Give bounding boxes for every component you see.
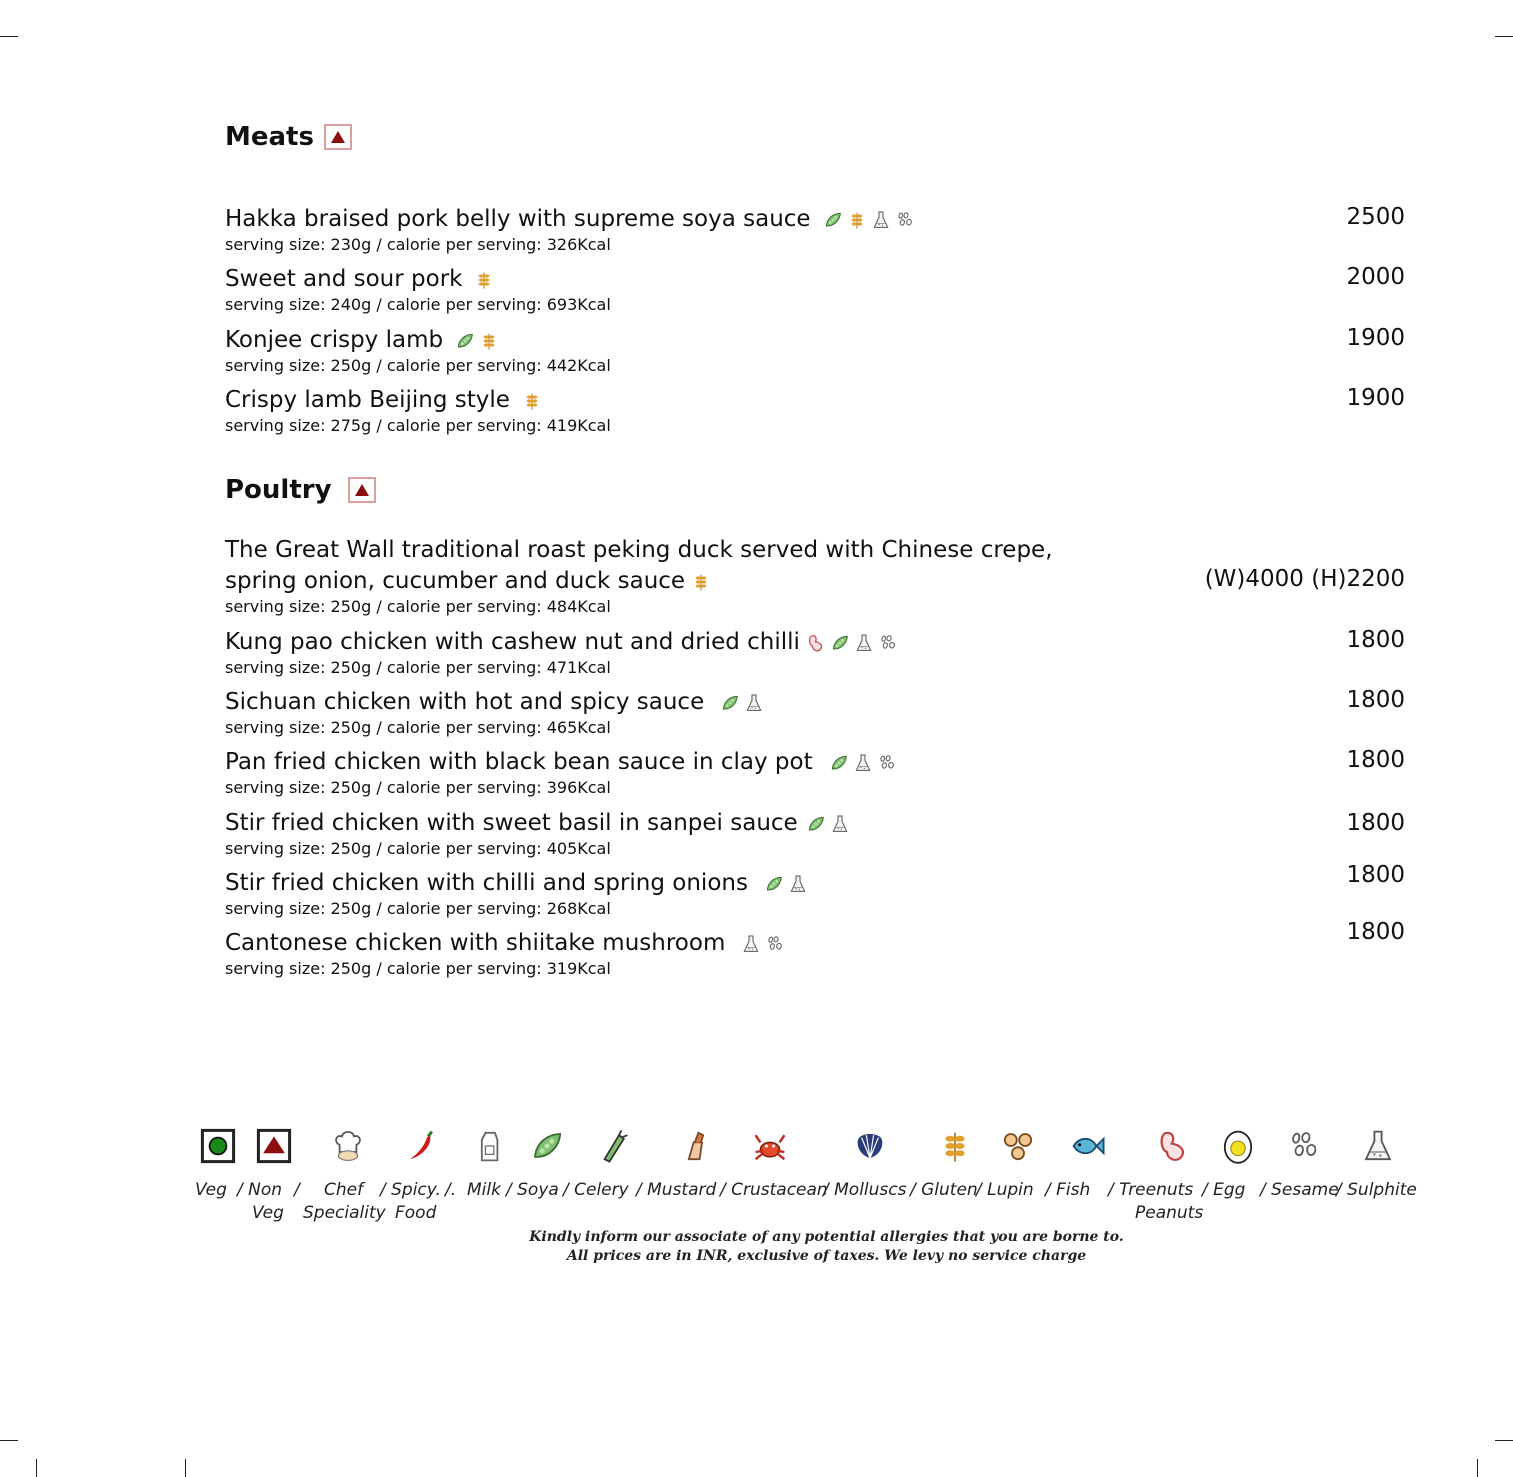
item-price: 1900 xyxy=(1346,385,1405,411)
soya-icon xyxy=(829,752,849,774)
section-title-poultry: Poultry xyxy=(225,475,376,505)
sesame-icon xyxy=(765,933,785,955)
legend-label-spicy: / Spicy. xyxy=(380,1180,441,1200)
allergen-icons xyxy=(806,632,898,654)
menu-item xyxy=(225,264,1405,315)
allergen-icons xyxy=(741,933,785,955)
soya-icon xyxy=(823,209,843,231)
section-title-meats: Meats xyxy=(225,122,352,152)
soya-icon xyxy=(764,873,784,895)
peanut-icon xyxy=(1155,1128,1195,1170)
allergy-note: Kindly inform our associate of any potential allergies that you are borne to. xyxy=(529,1229,1124,1245)
legend-label-non-veg-2: Veg xyxy=(252,1203,284,1223)
allergen-icons xyxy=(806,813,850,835)
fish-icon xyxy=(1070,1128,1110,1170)
shell-icon xyxy=(852,1128,892,1170)
legend-label-fish: / Fish xyxy=(1045,1180,1091,1200)
menu-item xyxy=(225,747,1405,798)
chilli-icon xyxy=(403,1128,443,1170)
lupin-icon xyxy=(1000,1128,1040,1170)
legend-label-egg: / Egg xyxy=(1202,1180,1246,1200)
sesame-icon xyxy=(895,209,915,231)
legend-icons xyxy=(190,1128,1420,1170)
item-name-line2: spring onion, cucumber and duck sauce xyxy=(225,568,686,594)
item-name: Sichuan chicken with hot and spicy sauce xyxy=(225,689,705,715)
legend-label-sulphite: / Sulphite xyxy=(1336,1180,1417,1200)
menu-item xyxy=(225,862,1405,919)
non-veg-icon xyxy=(348,477,376,503)
mustard-icon xyxy=(678,1128,718,1170)
legend-label-molluscs: / Molluscs xyxy=(823,1180,907,1200)
sulphite-icon xyxy=(853,752,873,774)
legend-sep: / xyxy=(294,1180,300,1200)
sulphite-icon xyxy=(744,692,764,714)
item-name: The Great Wall traditional roast peking duck served with Chinese crepe, xyxy=(225,537,1053,563)
allergen-icons xyxy=(823,209,915,231)
item-name: Konjee crispy lamb xyxy=(225,327,444,353)
footer-notes xyxy=(0,1228,1513,1266)
peanut-icon xyxy=(806,632,826,654)
item-price: 1800 xyxy=(1346,627,1405,653)
crop-mark xyxy=(185,1459,186,1477)
item-meta: serving size: 250g / calorie per serving: 319Kcal xyxy=(225,959,611,978)
allergen-icons xyxy=(455,330,499,352)
item-price: 1800 xyxy=(1346,810,1405,836)
item-name: Cantonese chicken with shiitake mushroom xyxy=(225,930,726,956)
item-name: Crispy lamb Beijing style xyxy=(225,387,510,413)
celery-icon xyxy=(595,1128,635,1170)
legend-label-gluten: / Gluten xyxy=(910,1180,978,1200)
crop-mark xyxy=(36,1459,37,1477)
egg-icon xyxy=(1220,1128,1260,1170)
gluten-icon xyxy=(479,330,499,352)
milk-icon xyxy=(471,1128,511,1170)
allergen-icons xyxy=(474,269,494,291)
crab-icon xyxy=(752,1128,792,1170)
price-note: All prices are in INR, exclusive of taxes. We levy no service charge xyxy=(566,1248,1087,1264)
allergen-icons xyxy=(720,692,764,714)
item-price: 1800 xyxy=(1346,687,1405,713)
allergen-icons xyxy=(764,873,808,895)
item-name: Sweet and sour pork xyxy=(225,266,463,292)
legend-label-milk: Milk xyxy=(467,1180,501,1200)
legend-label-veg: Veg xyxy=(195,1180,227,1200)
item-price: 1800 xyxy=(1346,747,1405,773)
legend-label-mustard: / Mustard xyxy=(636,1180,717,1200)
legend-label-non-veg: / Non xyxy=(237,1180,283,1200)
item-name: Hakka braised pork belly with supreme soya sauce xyxy=(225,206,811,232)
item-price: 2000 xyxy=(1346,264,1405,290)
sulphite-icon xyxy=(830,813,850,835)
soya-icon xyxy=(455,330,475,352)
veg-icon xyxy=(200,1128,240,1170)
gluten-icon xyxy=(937,1128,977,1170)
item-meta: serving size: 250g / calorie per serving: 471Kcal xyxy=(225,658,611,677)
legend-label-crustacean: / Crustacean xyxy=(720,1180,828,1200)
soya-icon xyxy=(720,692,740,714)
crop-mark xyxy=(1495,36,1513,37)
item-meta: serving size: 250g / calorie per serving: 405Kcal xyxy=(225,839,611,858)
menu-item xyxy=(225,325,1405,376)
legend-label-soya: / Soya xyxy=(506,1180,559,1200)
menu-item xyxy=(225,385,1405,436)
item-price: 1900 xyxy=(1346,325,1405,351)
item-meta: serving size: 250g / calorie per serving: 484Kcal xyxy=(225,597,611,616)
legend-label-celery: / Celery xyxy=(563,1180,629,1200)
sulphite-icon xyxy=(854,632,874,654)
menu-item xyxy=(225,204,1405,255)
item-meta: serving size: 250g / calorie per serving: 268Kcal xyxy=(225,899,611,918)
menu-item xyxy=(225,627,1405,678)
legend-label-peanuts: Peanuts xyxy=(1135,1203,1204,1223)
legend-label-chef-2: Speciality xyxy=(303,1203,386,1223)
legend-label-sesame: / Sesame xyxy=(1260,1180,1339,1200)
item-price: 2500 xyxy=(1346,204,1405,230)
legend-sep: /. xyxy=(445,1180,457,1200)
item-name: Kung pao chicken with cashew nut and dried chilli xyxy=(225,629,800,655)
item-name: Stir fried chicken with sweet basil in sanpei sauce xyxy=(225,810,798,836)
item-name: Pan fried chicken with black bean sauce in clay pot xyxy=(225,749,813,775)
legend-label-spicy-2: Food xyxy=(395,1203,437,1223)
legend-label-chef: Chef xyxy=(324,1180,364,1200)
legend-label-lupin: / Lupin xyxy=(976,1180,1034,1200)
gluten-icon xyxy=(522,390,542,412)
item-meta: serving size: 230g / calorie per serving: 326Kcal xyxy=(225,235,611,254)
menu-item xyxy=(225,808,1405,859)
sulphite-icon xyxy=(871,209,891,231)
sulphite-icon xyxy=(741,933,761,955)
menu-item xyxy=(225,687,1405,738)
menu-item xyxy=(225,919,1405,979)
soya-icon xyxy=(529,1128,569,1170)
allergen-icons xyxy=(691,571,711,593)
crop-mark xyxy=(0,36,18,37)
gluten-icon xyxy=(691,571,711,593)
gluten-icon xyxy=(847,209,867,231)
item-meta: serving size: 250g / calorie per serving: 442Kcal xyxy=(225,356,611,375)
item-price: (W)4000 (H)2200 xyxy=(1204,566,1405,592)
soya-icon xyxy=(806,813,826,835)
crop-mark xyxy=(1477,1459,1478,1477)
item-price: 1800 xyxy=(1346,862,1405,888)
menu-item xyxy=(225,535,1405,617)
item-meta: serving size: 275g / calorie per serving: 419Kcal xyxy=(225,416,611,435)
non-veg-icon xyxy=(256,1128,296,1170)
sesame-icon xyxy=(878,632,898,654)
item-meta: serving size: 240g / calorie per serving: 693Kcal xyxy=(225,295,611,314)
crop-mark xyxy=(1495,1440,1513,1441)
sesame-icon xyxy=(1286,1128,1326,1170)
item-name: Stir fried chicken with chilli and spring onions xyxy=(225,870,748,896)
allergen-icons xyxy=(522,390,542,412)
sulphite-icon xyxy=(1360,1128,1400,1170)
sulphite-icon xyxy=(788,873,808,895)
legend-label-treenuts: / Treenuts xyxy=(1108,1180,1194,1200)
item-meta: serving size: 250g / calorie per serving: 465Kcal xyxy=(225,718,611,737)
chef-icon xyxy=(330,1128,370,1170)
item-meta: serving size: 250g / calorie per serving: 396Kcal xyxy=(225,778,611,797)
sesame-icon xyxy=(877,752,897,774)
crop-mark xyxy=(0,1440,18,1441)
soya-icon xyxy=(830,632,850,654)
non-veg-icon xyxy=(324,124,352,150)
allergen-icons xyxy=(829,752,897,774)
gluten-icon xyxy=(474,269,494,291)
item-price: 1800 xyxy=(1346,919,1405,945)
